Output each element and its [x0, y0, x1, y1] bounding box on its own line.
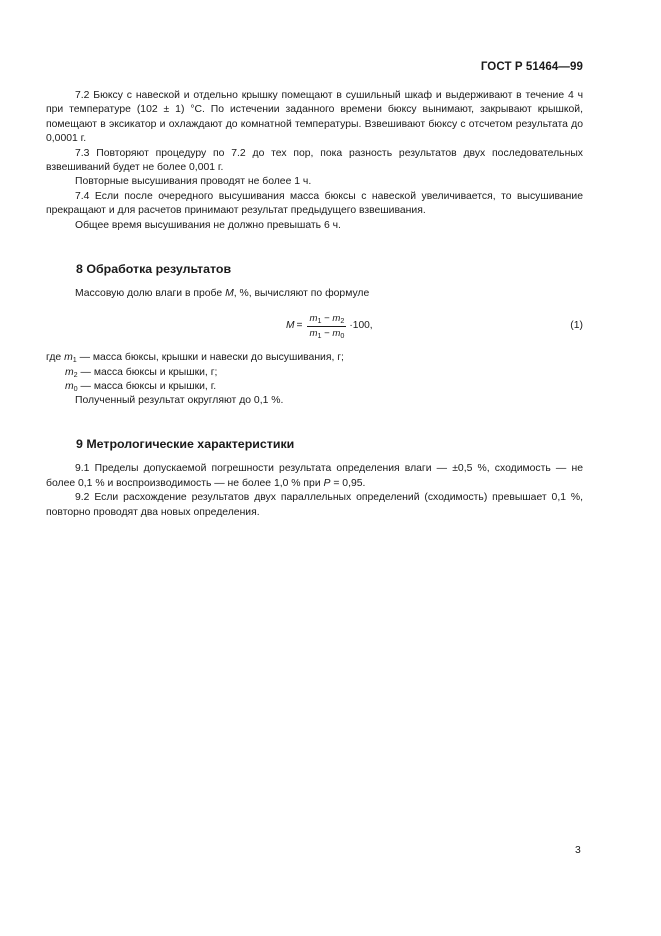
legend-sub: 2 — [73, 369, 78, 379]
paragraph-7-3-note: Повторные высушивания проводят не более 1 ч. — [75, 176, 312, 188]
paragraph-9-1-text-a: 9.1 Пределы допускаемой погрешности результата определения влаги — ±0,5 %, сходимость — не более 0,1 % и воспроизводимость — не более 1,0 % при — [46, 463, 583, 489]
paragraph-7-4-note: Общее время высушивания не должно превышать 6 ч. — [75, 219, 341, 231]
legend-prefix: где — [46, 352, 65, 364]
formula-den-sub-a: 1 — [317, 330, 322, 340]
section-8-heading: 8 Обработка результатов — [76, 262, 232, 277]
paragraph-7-2: 7.2 Бюксу с навеской и отдельно крышку помещают в сушильный шкаф и выдерживают в течение 4 ч при температуре (102 ± 1) °С. По истечении заданного времени бюксу вынимают, закрывают крышкой, помещают в эксикатор и охлаждают до комнатной температуры. Взвешивают бюксу с отсчетом результата до 0,0001 г. — [46, 90, 583, 145]
legend-sub: 1 — [72, 355, 77, 365]
page-number: 3 — [575, 845, 581, 856]
legend-text: — масса бюксы, крышки и навески до высушивания, г; — [76, 352, 344, 364]
legend-sub: 0 — [73, 383, 78, 393]
formula-den-var-a: m — [309, 327, 318, 339]
legend-var: m — [65, 366, 74, 378]
formula-block — [46, 309, 583, 343]
paragraph-7-3: 7.3 Повторяют процедуру по 7.2 до тех пор, пока разность результатов двух последовательных взвешиваний будет не более 0,001 г. — [46, 147, 583, 174]
formula-intro — [46, 287, 583, 301]
legend-var: m — [65, 380, 74, 392]
formula-number: (1) — [570, 320, 583, 332]
formula-equals: = — [296, 320, 303, 332]
legend-item — [46, 366, 583, 380]
paragraph-9-1-text-b: = 0,95. — [330, 477, 366, 489]
document-header: ГОСТ Р 51464—99 — [480, 61, 583, 73]
legend-item — [46, 351, 583, 365]
formula-denominator — [307, 327, 346, 340]
formula-lhs: M — [286, 320, 295, 332]
formula-fraction — [307, 313, 346, 340]
formula-intro-text-b: , %, вычисляют по формуле — [233, 288, 370, 300]
formula-num-var-b: m — [332, 312, 341, 324]
legend-var: m — [64, 352, 73, 364]
legend-item — [46, 380, 583, 394]
formula-den-sub-b: 0 — [340, 330, 345, 340]
formula-tail: ·100, — [349, 320, 373, 332]
rounding-note: Полученный результат округляют до 0,1 %. — [75, 395, 284, 407]
legend-text: — масса бюксы и крышки, г; — [77, 366, 218, 378]
formula-intro-text-a: Массовую долю влаги в пробе — [75, 288, 226, 300]
formula-num-var-a: m — [309, 312, 318, 324]
paragraph-7-4: 7.4 Если после очередного высушивания масса бюксы с навеской увеличивается, то высушивание прекращают и для расчетов принимают результат предыдущего взвешивания. — [46, 190, 583, 217]
paragraph-9-2: 9.2 Если расхождение результатов двух параллельных определений (сходимость) превышает 0,1 %, повторно проводят два новых определения. — [46, 492, 583, 518]
paragraph-9-1-var: Р — [323, 477, 331, 489]
legend-text: — масса бюксы и крышки, г. — [77, 380, 217, 392]
formula-den-op: − — [321, 327, 333, 339]
paragraph-9-1 — [46, 462, 583, 491]
document-body — [46, 89, 583, 520]
formula-num-sub-b: 2 — [340, 315, 345, 325]
section-9-heading: 9 Метрологические характеристики — [76, 437, 295, 452]
formula-num-op: − — [321, 312, 333, 324]
formula-num-sub-a: 1 — [317, 315, 322, 325]
formula-den-var-b: m — [332, 327, 341, 339]
formula — [286, 309, 373, 343]
formula-numerator — [307, 313, 346, 327]
formula-intro-var: M — [225, 288, 234, 300]
